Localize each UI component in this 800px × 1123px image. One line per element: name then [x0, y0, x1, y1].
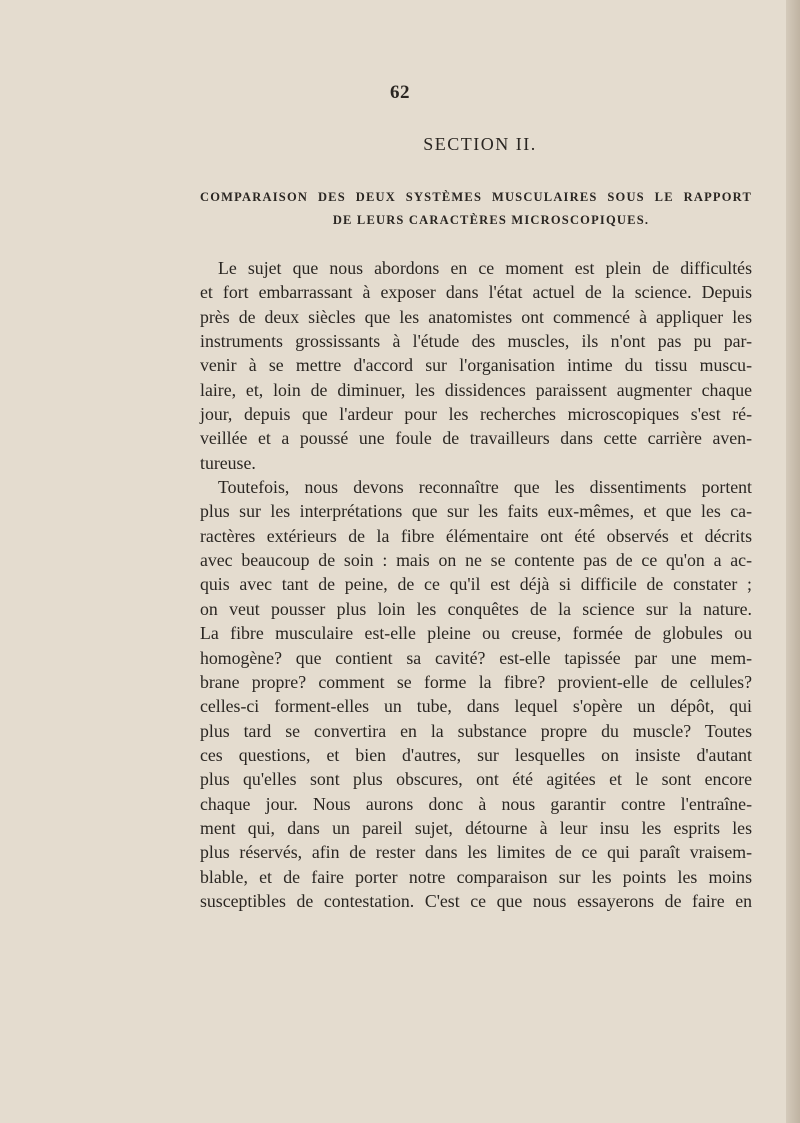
text-line: La fibre musculaire est-elle pleine ou creuse, formée de globules ou: [200, 623, 752, 644]
section-title: SECTION II.: [423, 134, 537, 154]
text-line: jour, depuis que l'ardeur pour les recherches microscopiques s'est ré-: [200, 404, 752, 425]
text-line: et fort embarrassant à exposer dans l'état actuel de la science. Depuis: [200, 282, 752, 303]
page-edge: [786, 0, 800, 1123]
text-line: plus qu'elles sont plus obscures, ont été agitées et le sont encore: [200, 769, 752, 790]
text-line: laire, et, loin de diminuer, les dissidences paraissent augmenter chaque: [200, 379, 752, 400]
text-line: quis avec tant de peine, de ce qu'il est déjà si difficile de constater ;: [200, 574, 752, 595]
text-line: plus sur les interprétations que sur les faits eux-mêmes, et que les ca-: [200, 501, 752, 522]
page-number: 62: [390, 82, 410, 103]
text-line: ment qui, dans un pareil sujet, détourne à leur insu les esprits les: [200, 817, 752, 838]
text-line: plus tard se convertira en la substance propre du muscle? Toutes: [200, 720, 752, 741]
text-line: Toutefois, nous devons reconnaître que les dissentiments portent: [218, 477, 752, 498]
text-line: brane propre? comment se forme la fibre? provient-elle de cellules?: [200, 671, 752, 692]
text-line: plus réservés, afin de rester dans les limites de ce qui paraît vraisem-: [200, 842, 752, 863]
text-line: on veut pousser plus loin les conquêtes de la science sur la nature.: [200, 598, 752, 619]
text-line: ces questions, et bien d'autres, sur lesquelles on insiste d'autant: [200, 744, 752, 765]
text-line: instruments grossissants à l'étude des muscles, ils n'ont pas pu par-: [200, 331, 752, 352]
body-text: [200, 256, 752, 913]
text-line: Le sujet que nous abordons en ce moment est plein de difficultés: [218, 258, 752, 278]
text-line: susceptibles de contestation. C'est ce que nous essayerons de faire en: [200, 890, 752, 911]
subtitle-line-1: COMPARAISON DES DEUX SYSTÈMES MUSCULAIRES SOUS LE RAPPORT: [200, 190, 752, 204]
text-line: celles-ci forment-elles un tube, dans lequel s'opère un dépôt, qui: [200, 696, 752, 717]
text-line: ractères extérieurs de la fibre élémentaire ont été observés et décrits: [200, 525, 752, 546]
text-line: veillée et a poussé une foule de travailleurs dans cette carrière aven-: [200, 428, 752, 449]
text-line: près de deux siècles que les anatomistes ont commencé à appliquer les: [200, 306, 752, 327]
subtitle-line-2: DE LEURS CARACTÈRES MICROSCOPIQUES.: [332, 213, 650, 227]
text-line: tureuse.: [200, 452, 256, 473]
text-line: venir à se mettre d'accord sur l'organisation intime du tissu muscu-: [200, 355, 752, 376]
text-line: avec beaucoup de soin : mais on ne se contente pas de ce qu'on a ac-: [200, 550, 752, 571]
text-line: homogène? que contient sa cavité? est-elle tapissée par une mem-: [200, 647, 752, 668]
text-line: blable, et de faire porter notre comparaison sur les points les moins: [200, 866, 752, 887]
text-line: chaque jour. Nous aurons donc à nous garantir contre l'entraîne-: [200, 793, 752, 814]
